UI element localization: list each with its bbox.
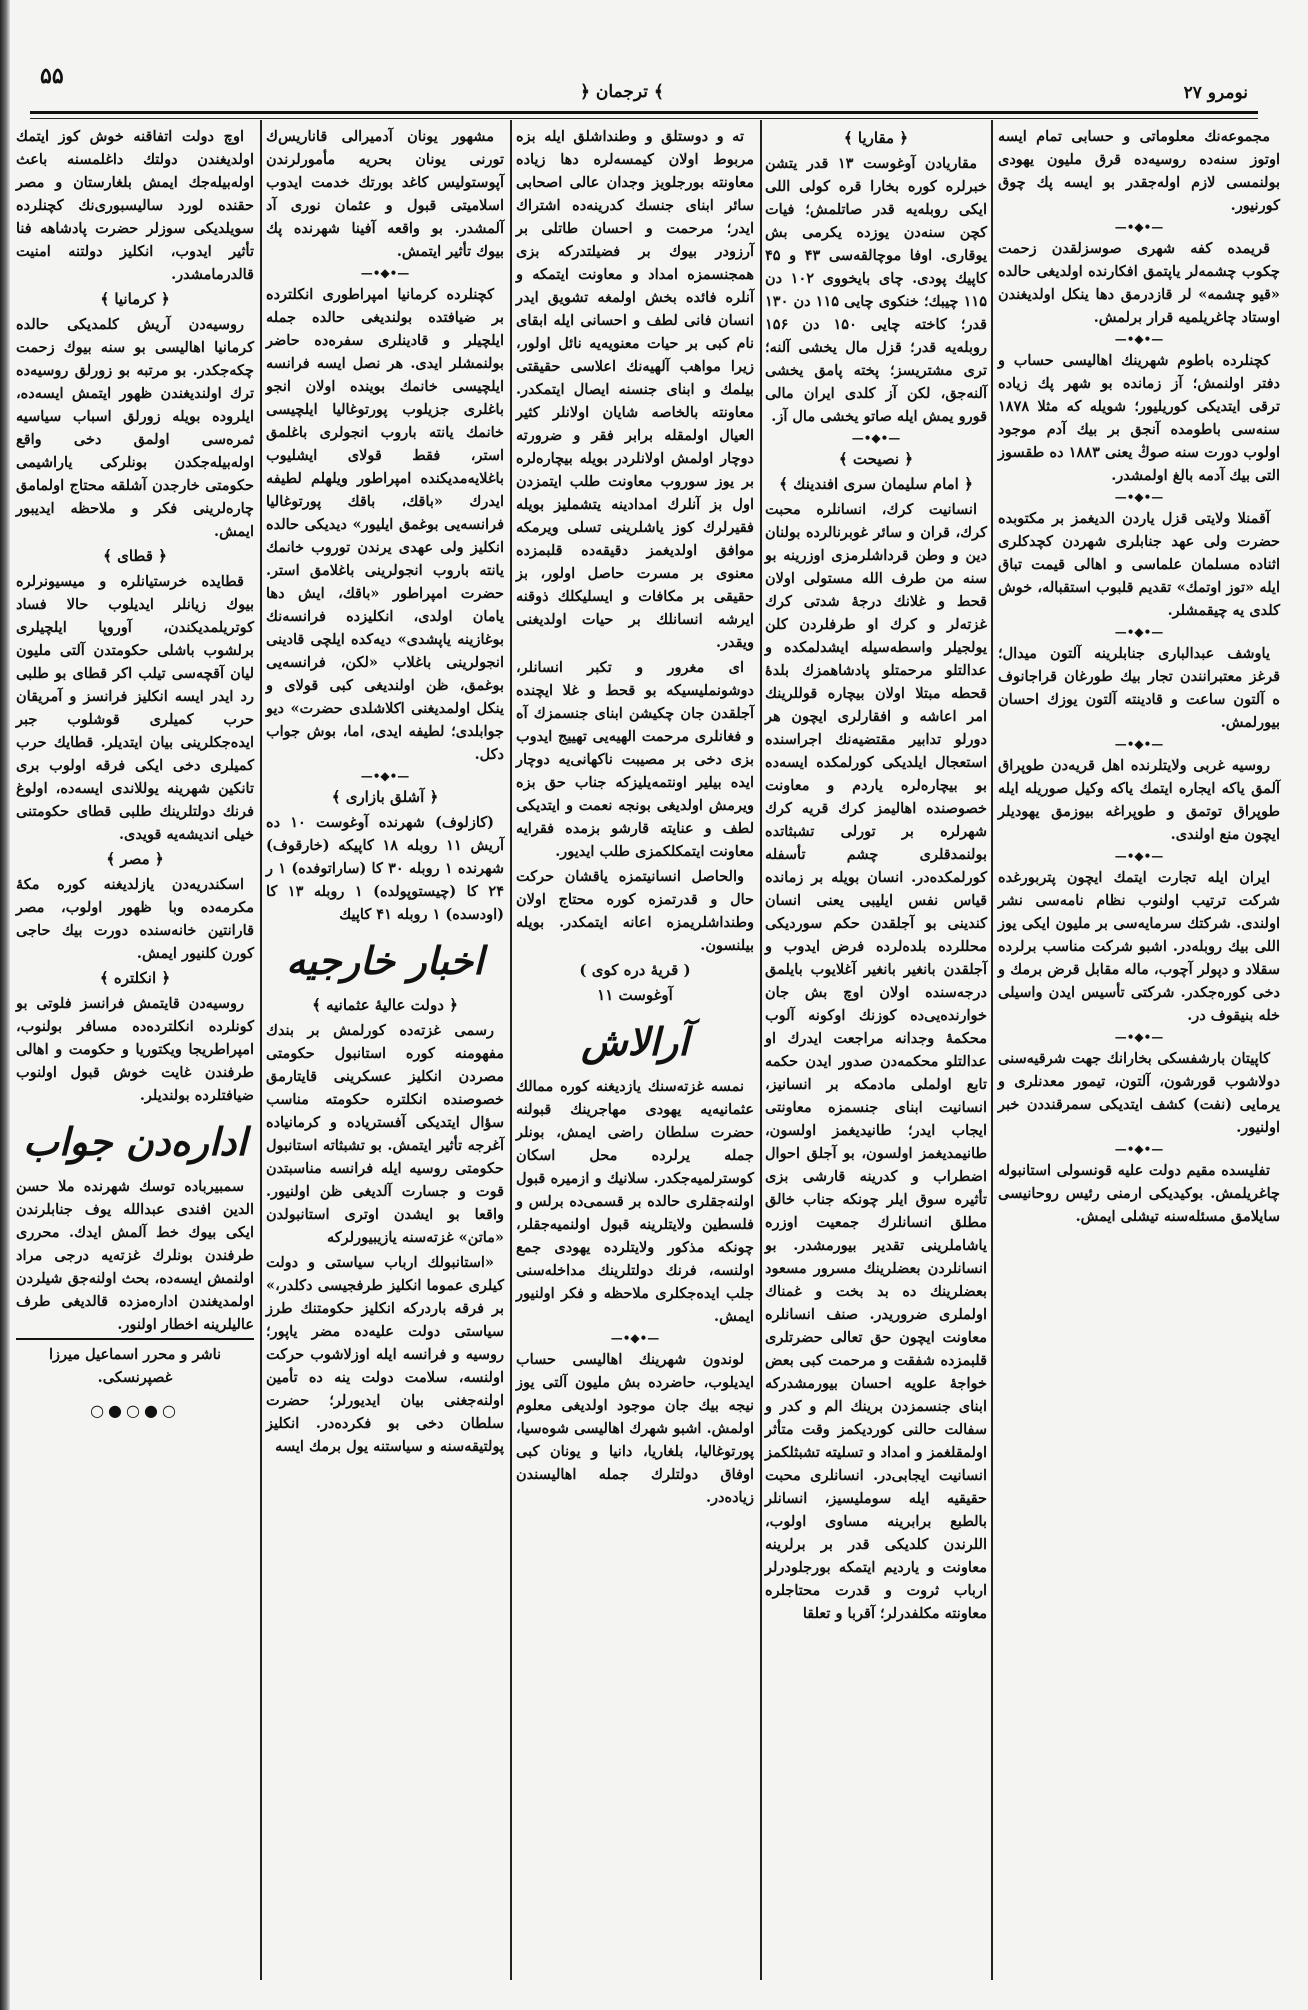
section-separator: —•◆•— [1114, 849, 1164, 863]
article-paragraph: ایران ایله تجارت ایتمك ایچون پتربورغده شرکت ترتیب اولنوب نظام نامه‌سی نشر اولندی. شرکتك سرمایه‌سی بر ملیون ایکی یوز اللی بیك روبله‌در. اشبو شرکت مناسب برلرده سقلاد و دپولر آچوب، ماله مقابل قرض برمك و دخی کوره‌جکدر. شرکتی تأسیس ایدن واسیلی خله بنیقوف در. [998, 869, 1280, 1024]
section-heading: ( قریهٔ دره کوی ) [579, 961, 691, 979]
section-title: آرالاش [581, 1019, 689, 1064]
section-separator: —•◆•— [1114, 332, 1164, 346]
article-paragraph: کچنلرده کرمانیا امپراطوری انکلترده بر ضیافتده بولندیغی حالده جمله ایلچیلر و قادینلری سفره‌ده حاضر بولنمشلر ایدی. هر نصل ایسه فرانسه ایلچیسی خانمك بوینده اولان انجو باغلری جزیلوب پورتوغالیا ایلچیسی خانمك یانته باروب انجولری باغلمق استر، فقط قولای ایشلیوب باغلایه‌مدیکنده امپراطور ویلهلم لطیفه ایدرك «باقك، باقك پورتوغالیا فرانسه‌یی بوغمق ایلیور» دیدیکی حالده انکلیز ولی عهدی یرندن توروب خانمك یانته باروب انجولرینی باغلامق استر. حضرت امپراطور «باقك، ایش دها یامان اولدی، انکلیزده فرانسه‌نك بوغازینه یاپشدی» دیه‌کده ایلچی قادینی انجولرینی باغلاب «لکن، فرانسه‌یی بوغمق، ظن اولندیغی کبی قولای و ینکل اولمدیغنی اکلاشلدی حضرت» دیو جوابلدی؛ لطیفه ایدی، اما، بوش جواب دکل. [266, 286, 504, 763]
column-1 [998, 125, 1280, 1230]
section-heading: ﴿ دولت عالیهٔ عثمانیه ﴾ [312, 996, 458, 1014]
section-heading: ﴿ کرمانیا ﴾ [100, 290, 170, 308]
section-separator: —•◆•— [360, 266, 410, 280]
section-heading: ﴿ انکلتره ﴾ [99, 969, 171, 987]
newspaper-name: ﴿ ترجمان ﴾ [580, 82, 664, 102]
page-header [20, 55, 1288, 115]
section-title: اخبار خارجیه [286, 938, 484, 983]
article-paragraph: اسکندریه‌دن یازلدیغنه کوره مکهٔ مکرمه‌ده وبا ظهور اولوب، مصر قارانتین خانه‌سنده دورت بیك حاجی کورن کلنیور ایمش. [16, 876, 254, 962]
article-paragraph: روسیه‌دن آریش کلمدیکی حالده کرمانیا اهالیسی بو سنه بیوك زحمت چکه‌جکدر. بو مرتبه بو زورلق روسیه‌ده ترك اولندیغندن ظهور ایتمش ایسه‌ده، ایلروده بویله زورلق اسباب سیاسیه ثمره‌سی اولمق دخی واقع اوله‌بیله‌جکدن بونلرکی یاراشیمی حکومتی خارجدن آشلقه محتاج اولمامق چاره‌لرینی فکر و ملاحظه ایدیبور ایمش. [16, 316, 254, 540]
section-heading: آوغوست ۱۱ [597, 986, 673, 1004]
publisher-credit: ناشر و محرر اسماعیل میرزا غصپرنسکی. [16, 1338, 254, 1389]
article-paragraph: آقمنلا ولایتی قزل یاردن الدیغمز بر مکتوبده حضرت ولی عهد جنابلری شهردن کچدکلری اثناده مسلمان علماسی و اهالی قیمت تباق ایله «توز اوتمك» تقدیم قلبوب استقباله، خوش کلدی یه چیقمشلر. [998, 510, 1280, 619]
scan-edge [0, 0, 10, 2010]
column-5 [16, 125, 254, 1422]
section-separator: —•◆•— [360, 769, 410, 783]
section-separator: —•◆•— [1114, 625, 1164, 639]
article-paragraph: قریمده کفه شهری صوسزلقدن زحمت چکوب چشمه‌لر یاپتمق افکارنده اولدیغی حالده «قیو چشمه» لر قازدرمق دها ینکل اولدیغندن اوستاد چاغریلمیه قرار برلمش. [998, 240, 1280, 326]
article-paragraph: انسانیت کرك، انسانلره محبت کرك، قران و سائر غوبرنالرده بولنان دین و وطن قرداشلرمزی اوزرینه بو سنه من طرف الله مستولی اولان قحط و غلانك درجهٔ شدتی کرك غزته‌لر و کرك او طرفلردن کلن یولجیلر واسطه‌سیله ایشدلمکده و عدالتلو مرحمتلو پادشاهمزك بلدهٔ قحطه مبتلا اولان بیچاره قوللرینك امر اعاشه و افقارلری ایچون هر دورلو تدابیر مقتضیه‌نك اجراسنده استعجال ایلدیکی کورلمکده ایسه‌ده بو بیچاره‌لره یاردم و معاونت خصوصنده اهالیمز کرك قریه کرك شهرلره بر تورلی تشبثاتده بولنمدقلری چشم تأسفله کورلمکده‌در. انسان بویله بر زمانده قیاس نفس ایلیبی یعنی انسان کندینی بو آجلقدن حکم سوردیکی محللرده بلده‌لرده فرض ایدوب و آجلقدن بانغیر بانغیر آغلایوب بایلمق درجه‌سنده اولان اوچ بش جان خوارنده‌یی‌ده کوزنك اوکونه آلوب محکمهٔ وجدانه مراجعت ایدرك او عدالتلو محکمه‌دن صدور ایدن حکمه تابع اولملی مادمکه بر انسانیز، انسانیت ابنای جنسمزه معاونتی ایجاب ایدر؛ طانیدیغمز اولسون، طانیمدیغمز اولسون، بو آجلق احوال اضطراب و کدرینه قارشی بزی تأثیره سوق ایلر چونکه جناب خالق مطلق انسانلرك جمعیت اوزره یاشاملرینی تقدیر بیورمشدر. بو انسانلردن بعضلرینك مسرور مسعود بعضلرینك ده بد بخت و غمناك اولملری ضروریدر. صنف انسانلره معاونت ایچون حق تعالی حضرتلری قلبمزده شفقت و مرحمت کبی بعض خواجهٔ علویه احسان بیورمشدرکه ابنای جنسمزدن برینك الم و کدر و سفالت حالنی کوردیکمز وقت متأثر اولمقلغمز و امداد و تسلیته تشبثلکمز انسانیت ایجابی‌در. انسانلری محبت حقیقیه ایله سوملیسیز، انسانلر بالطبع برابرینه مساوی اولوب، اللرندن کلدیکی قدر بر برلرینه معاونت و یاردیم ایتمکه بورجلودرلر ارباب ثروت و قدرت محتاجلره معاونته مکلفدرلر؛ آقربا و تعلقا [765, 501, 987, 1622]
article-paragraph: کاپیتان بارشفسکی بخارانك جهت شرقیه‌سنی دولاشوب قورشون، آلتون، تیمور معدنلری و یرمایی (نفت) کشف ایتدیکی سمرقنددن خبر اولنیور. [998, 1050, 1280, 1136]
ornament: ○●○●○ [90, 1401, 180, 1420]
header-rule [30, 118, 1258, 119]
article-paragraph: لوندون شهرینك اهالیسی حساب ایدیلوب، حاضرده بش ملیون آلتی یوز نیجه بیك جان موجود اولدیغی معلوم اولمش. اشبو شهرك اهالیسی شوه‌سیا، پورتوغالیا، بلغاریا، دانیا و یونان کبی اوفاق دولتلرك جمله اهالیسندن زیاده‌در. [516, 1351, 754, 1506]
section-heading: ﴿ قطای ﴾ [103, 547, 167, 565]
article-paragraph: ای مغرور و تکبر انسانلر، دوشونملیسیکه بو قحط و غلا ایچنده آجلقدن جان چکیشن ابنای جنسمزك آه و فغانلری مرحمت الهیه‌یی تهییج ایدوب بزی دخی بر مصیبت ناکهانی‌یه دوچار ایده بیلیر اونتمه‌یلیزکه جناب حق بزه ویرمش اولدیغی بونجه نعمت و ایتدیکی لطف و عنایته قارشو بزمده فقرایه معاونت ایتمکلکمزی طلب ایدیور. [516, 659, 754, 860]
section-heading: ﴿ مصر ﴾ [106, 850, 164, 868]
column-divider [510, 120, 512, 1980]
column-3 [516, 125, 754, 1511]
section-heading: ﴿ امام سلیمان سری افندینك ﴾ [779, 475, 973, 493]
article-paragraph: مقاریادن آوغوست ۱۳ قدر یتشن خبرلره کوره بخارا قره کولی اللی ایکی روبله‌یه قدر صاتلمش؛ فیات کچن سنه‌دن یوزده یکرمی بش یوقاری. اوفا موچالقه‌سی ۴۳ و ۴۵ کاپیك پودی. چای بایخووی ۱۰۲ دن ۱۱۵ چیبك؛ خنکوی چایی ۱۱۵ دن ۱۳۰ قدر؛ کاخته چایی ۱۵۰ دن ۱۵۶ روبله‌یه قدر؛ قزل مال یخشی آلنه؛ تری مشتریسز؛ پخته پامق یخشی آلنه‌جق، لکن آز کلدی ایران مالی قورو یمش ایله صاتو یخشی مال آز. [765, 155, 988, 425]
column-divider [991, 120, 993, 1980]
article-paragraph: روسیه غربی ولایتلرنده اهل قریه‌دن طوپراق آلمق یاکه ایجاره ایتمك یاکه وکیل صوریله ایله طوپراق توتمق و طوپراغه بیوزمق یهودیلر ایچون منع اولندی. [998, 757, 1280, 843]
article-paragraph: والحاصل انسانیتمزه یاقشان حرکت حال و قدرتمزه کوره محتاج اولان وطنداشلریمزه اعانه ایتمکدر. بویله بیلنسون. [516, 868, 754, 954]
section-title: اداره‌دن جواب [23, 1119, 247, 1164]
article-paragraph: یاوشف عبدالباری جنابلرینه آلتون میدال؛ قرغز معتبرانندن تجار بیك طورغان قراجانوف ه آلتون ساعت و قادینته آلتون یوزك احسان بیورلمش. [998, 645, 1280, 731]
section-separator: —•◆•— [1114, 737, 1164, 751]
article-paragraph: روسیه‌دن قایتمش فرانسز فلوتی بو کونلرده انکلترده‌ده مسافر بولنوب، امپراطریجا ویکتوریا و حکومت و اهالی طرفندن غایت خوش قبول اولنوب ضیافتلرده بولندیلر. [16, 995, 254, 1104]
article-paragraph: تفلیسده مقیم دولت علیه قونسولی استانبوله چاغریلمش. بوکیدیکی ارمنی رئیس روحانیسی سایلامق مسئله‌سنه تیشلی ایمش. [998, 1162, 1280, 1225]
column-2 [765, 125, 987, 1627]
header-rule [30, 111, 1258, 114]
section-heading: ﴿ مقاریا ﴾ [843, 129, 909, 147]
issue-number: نومرو ۲۷ [1183, 83, 1248, 103]
section-heading: ﴿ آشلق بازاری ﴾ [331, 788, 439, 806]
article-paragraph: سمبیرباده توسك شهرنده ملا حسن الدین افندی عبدالله یوف جنابلرندن ایکی بیوك خط آلمش ایدك. محرری طرفندن بونلرك غزته‌یه درجی مراد اولنمش ایسه‌ده، بحث اولنه‌جق شیلردن اولمدیغندن اداره‌مزده قالدیغی طرف عالیلرینه اخطار اولنور. [16, 1178, 254, 1333]
section-separator: —•◆•— [1114, 1030, 1164, 1044]
article-paragraph: ته و دوستلق و وطنداشلق ایله بزه مربوط اولان کیمسه‌لره دها زیاده معاونته بورجلویز وجدان عالی اصحابی سائر ابنای جنسك کدرینه‌ده اشتراك ایدر؛ مرحمت و احسان طاتلی بر آرزودر بیوك بر فضیلتدرکه بزی همجنسمزه امداد و معاونت ایتمکه و آنلره فائده بخش اولمغه تشویق ایدر انسان فانی لطف و احسانی ایله ابقای نام کبی بر حیات معنویه‌یه نائل اولور، زیرا مواهب آلهیه‌نك اعلاسی حقیقتی بیلمك و ابنای جنسنه ایصال ایتمکدر. معاونته بالخاصه شایان اولانلر کثیر العیال اولمقله برابر فقر و ضرورته دوچار اولمش اولانلردر بویله بیچاره‌لره بر یوز سوروب معاونت طلب ایتمزدن اول بز آنلرك امدادینه یتشملیز بویله فقیرلرك کوز یاشلرینی تسلی ویرمکه موافق اولدیغمز دقیقه‌ده قلبمزده معنوی بر مسرت حاصل اولور، بز حقیقی بر مکافات و ایسلیکلك ذوقنه ایرشه انسانلك بر حیات اولدیغنی ویقدر. [516, 128, 754, 651]
section-separator: —•◆•— [851, 431, 901, 445]
article-paragraph: «استانبولك ارباب سیاستی و دولت کیلری عموما انکلیز طرفجیسی دکلدر،» بر فرقه باردرکه انکلیز حکومتنك طرز سیاستی دولت علیه‌ده مضر یاپور؛ روسیه و فرانسه ایله اوزلاشوب حرکت اولنسه، سلامت دولت ینه ده تأمین اولنه‌جغنی بیان ایدیورلر؛ حضرت سلطان دخی بو فکرده‌در. انکلیز پولتیقه‌سنه و سیاستنه یول برمك ایسه [266, 1254, 504, 1455]
column-4 [266, 125, 504, 1460]
article-paragraph: رسمی غزته‌ده کورلمش بر بندك مفهومنه کوره استانبول حکومتی مصردن انکلیز عسکرینی قایتارمق خصوصنده انکلتره حکومته مناسب سؤال ایتدیکی آفستریاده و کرمانیاده آغرجه تأثیر ایتمش. بو تشبثاته استانبول حکومتی روسیه ایله فرانسه مناسبتدن قوت و جسارت آلدیغی ظن اولنیور. واقعا بو ایشدن اوتری استانبولدن «ماتن» غزته‌سنه یازیبیورلرکه [266, 1022, 504, 1246]
article-paragraph: مجموعه‌نك معلوماتی و حسابی تمام ایسه اوتوز سنه‌ده روسیه‌ده قرق ملیون یهودی بولنمسی لازم اوله‌جقدر بو ایسه پك چوق کورنیور. [998, 128, 1280, 214]
article-paragraph: نمسه غزته‌سنك یازدیغنه کوره ممالك عثمانیه‌یه یهودی مهاجرینك قبولنه حضرت سلطان راضی ایمش، بونلر جمله یرلرده محل اسکان کوسترلمیه‌جکدر. سلانیك و ازمیره قبول اولنه‌جقلری حالده بر قسمی‌ده برلس و فلسطین ولایتلرینه قبول اولنمیه‌جقلر، چونکه مذکور ولایتلرده یهودی جمع اولنسه، فرنك دولتلرینك مداخله‌سنی جلب ایده‌جکلری ملاحظه و فکر اولنیور ایمش. [516, 1078, 754, 1325]
section-heading: ﴿ نصیحت ﴾ [838, 450, 914, 468]
article-paragraph: قطایده خرستیانلره و میسیونرلره بیوك زیانلر ایدیلوب حالا فساد کوتریلمدیکندن، آوروپا ایلچیلری برلشوب باشلی حکومتدن آلتی ملیون لیان آقچه‌سی تیلب اکر قطای بو طلبی رد ایدر ایسه انکلیز فرانسز و آمریقان حرب کمیلری قوشلوب جبر ایده‌جکلرینی بیان ایتدیلر. قطایك حرب کمیلری دخی ایکی فرقه اولوب بری تانکین شهرینه یوللاندی ایسه‌ده، اولوغ فرنك دولتلرینك طلبی قطای حکومتنی خیلی اندیشه‌یه قویدی. [16, 573, 254, 843]
section-separator: —•◆•— [1114, 220, 1164, 234]
article-paragraph: (کازلوف) شهرنده آوغوست ۱۰ ده آریش ۱۱ روبله ۱۸ کاپیکه (خارقوف) شهرنده ۱ روبله ۳۰ کا (ساراتوفده) ۱ ر ۲۴ کا (چیستوپولده) ۱ روبله ۱۳ کا (اودسده) ۱ روبله ۴۱ کاپیك [266, 814, 505, 923]
section-separator: —•◆•— [610, 1331, 660, 1345]
article-paragraph: کچنلرده باطوم شهرینك اهالیسی حساب و دفتر اولنمش؛ آز زمانده بو شهر پك زیاده ترقی ایتدیکی کوریلیور؛ شویله که مثلا ۱۸۷۸ سنه‌سی باطومده آنجق بر بیك آدم موجود اولوب دورت سنه صوڭ یعنی ۱۸۸۳ ده طقسوز التی بیك آدمه بالغ اولمشدر. [998, 352, 1280, 484]
column-divider [760, 120, 762, 1980]
article-paragraph: اوچ دولت اتفاقنه خوش کوز ایتمك اولدیغندن دولتك داغلمسنه باعث اوله‌بیله‌جك ایمش بلغارستان و مصر حقنده لورد سالیسبوری‌نك کچنلرده سویلدیکی سوزلر حضرت پادشاهه فنا تأثیر ایدوب، انکلیز دولتنه امنیت قالدرمامشدر. [16, 128, 254, 283]
page-number: ۵۵ [40, 63, 64, 89]
article-paragraph: مشهور یونان آدمیرالی قاناریس‌ك تورنی یونان بحریه مأمورلرندن آپوستولیس کاغد بورتك خدمت ایدوب اسلامیتی قبول و عثمان نوری آد آلمشدر. بو واقعه آفینا شهرنده پك بیوك تأثیر ایتمش. [266, 128, 504, 260]
section-separator: —•◆•— [1114, 490, 1164, 504]
section-separator: —•◆•— [1114, 1142, 1164, 1156]
column-divider [260, 120, 262, 1980]
